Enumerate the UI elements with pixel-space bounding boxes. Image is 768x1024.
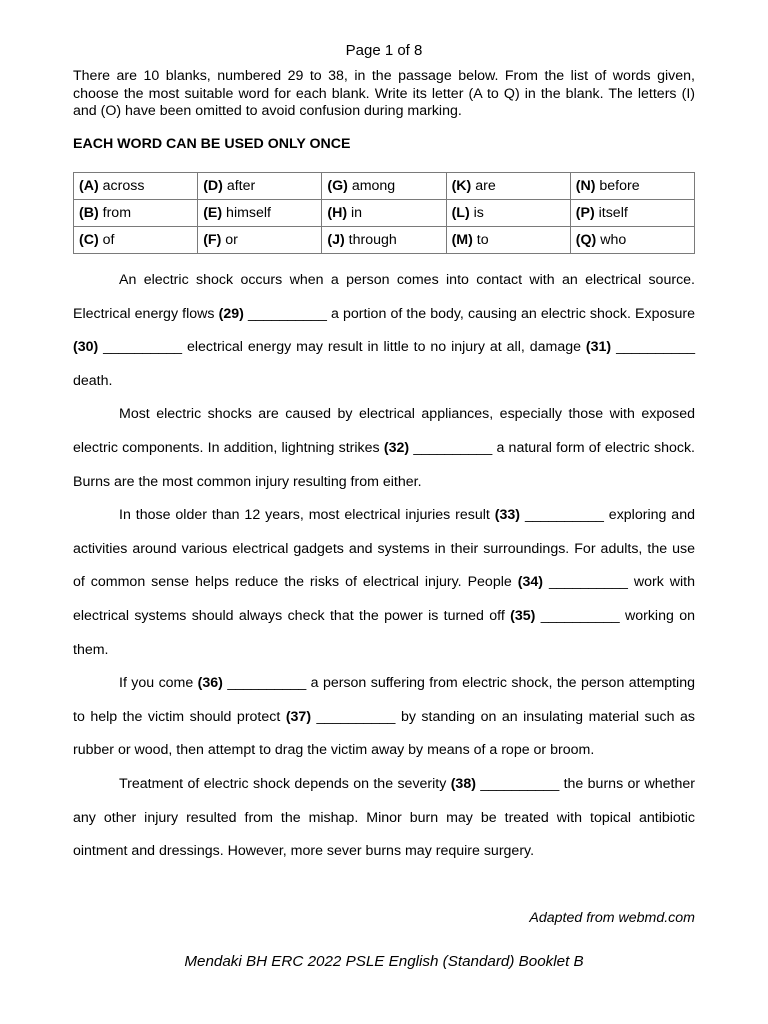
option-word: through xyxy=(344,232,397,248)
passage-text: by standing on an insulating material such as rubber or wood, then attempt to drag the victim away by means of a rope or broom. xyxy=(73,708,695,759)
word-option xyxy=(74,227,198,254)
option-letter: (C) xyxy=(79,232,99,248)
paragraph-1 xyxy=(73,264,695,398)
passage-text: work with electrical systems should always check that the power is turned off xyxy=(73,574,695,624)
rule-heading: EACH WORD CAN BE USED ONLY ONCE xyxy=(73,136,351,152)
blank-38[interactable]: __________ xyxy=(480,775,560,792)
word-option xyxy=(198,173,322,200)
option-word: in xyxy=(347,205,363,221)
passage-text: Treatment of electric shock depends on the severity xyxy=(119,775,451,792)
blank-29[interactable]: __________ xyxy=(247,305,327,322)
blank-30[interactable]: __________ xyxy=(103,339,183,356)
blank-number-38: (38) xyxy=(450,775,476,792)
option-letter: (H) xyxy=(327,205,348,221)
option-word: from xyxy=(98,205,132,221)
option-word: are xyxy=(471,178,496,194)
blank-number-33: (33) xyxy=(494,507,521,524)
blank-32[interactable]: __________ xyxy=(413,439,493,456)
option-letter: (N) xyxy=(575,178,596,194)
word-option xyxy=(74,200,198,227)
passage-text: working on them. xyxy=(73,607,695,658)
blank-35[interactable]: __________ xyxy=(540,607,620,624)
option-letter: (G) xyxy=(327,178,348,194)
blank-number-36: (36) xyxy=(197,675,223,692)
word-list-table xyxy=(73,172,695,254)
passage-text: a portion of the body, causing an electric shock. Exposure xyxy=(326,305,695,322)
blank-number-29: (29) xyxy=(218,305,244,322)
word-option xyxy=(322,227,446,254)
passage-text: Most electric shocks are caused by electrical appliances, especially those with exposed electric components. In addition, lightning strikes xyxy=(73,406,695,456)
passage-text: If you come xyxy=(119,675,198,692)
word-option xyxy=(570,227,694,254)
passage-text: the burns or whether any other injury resulted from the mishap. Minor burn may be treated with topical antibiotic ointment and dressings. However, more sever burns may require surgery. xyxy=(73,775,695,860)
blank-number-34: (34) xyxy=(517,574,543,591)
word-option xyxy=(570,200,694,227)
blank-34[interactable]: __________ xyxy=(548,574,628,591)
word-row xyxy=(74,173,695,200)
option-word: is xyxy=(469,205,484,221)
word-option xyxy=(198,227,322,254)
passage-text: death. xyxy=(73,372,113,389)
passage-text: In those older than 12 years, most electrical injuries result xyxy=(119,507,495,524)
option-word: after xyxy=(222,178,256,194)
blank-number-31: (31) xyxy=(585,339,612,356)
passage-text: a person suffering from electric shock, the person attempting to help the victim should protect xyxy=(73,675,695,725)
paragraph-2 xyxy=(73,398,695,499)
cloze-passage xyxy=(73,264,695,869)
blank-31[interactable]: __________ xyxy=(616,339,695,356)
option-letter: (M) xyxy=(451,232,473,248)
option-letter: (A) xyxy=(79,178,99,194)
booklet-footer: Mendaki BH ERC 2022 PSLE English (Standard) Booklet B xyxy=(184,953,584,970)
option-word: across xyxy=(98,178,145,194)
option-word: before xyxy=(595,178,640,194)
option-word: who xyxy=(596,232,627,248)
word-row xyxy=(74,200,695,227)
option-letter: (K) xyxy=(451,178,472,194)
option-word: to xyxy=(472,232,489,248)
option-letter: (F) xyxy=(203,232,222,248)
paragraph-5 xyxy=(73,768,695,869)
option-word: among xyxy=(347,178,396,194)
passage-text: An electric shock occurs when a person comes into contact with an electrical source. Electrical energy flows xyxy=(73,272,695,322)
word-option xyxy=(74,173,198,200)
option-letter: (D) xyxy=(203,178,223,194)
word-option xyxy=(446,227,570,254)
word-option xyxy=(322,173,446,200)
word-option xyxy=(570,173,694,200)
paragraph-4 xyxy=(73,667,695,768)
blank-number-32: (32) xyxy=(383,439,410,456)
word-option xyxy=(446,200,570,227)
option-letter: (P) xyxy=(575,205,595,221)
blank-number-30: (30) xyxy=(73,339,99,356)
page-number: Page 1 of 8 xyxy=(345,42,423,59)
word-option xyxy=(322,200,446,227)
option-letter: (E) xyxy=(203,205,223,221)
option-word: or xyxy=(221,232,238,248)
option-word: himself xyxy=(222,205,271,221)
blank-number-35: (35) xyxy=(510,607,536,624)
option-word: itself xyxy=(594,205,628,221)
blank-33[interactable]: __________ xyxy=(524,507,604,524)
option-word: of xyxy=(98,232,115,248)
option-letter: (B) xyxy=(79,205,99,221)
passage-text: electrical energy may result in little to no injury at all, damage xyxy=(182,339,586,356)
paragraph-3 xyxy=(73,499,695,667)
word-option xyxy=(446,173,570,200)
instructions: There are 10 blanks, numbered 29 to 38, in the passage below. From the list of words given, choose the most suitable word for each blank. Write its letter (A to Q) in the blank. The letters (I) and (O) have been omitted to avoid confusion during marking. xyxy=(73,68,695,119)
word-row xyxy=(74,227,695,254)
option-letter: (L) xyxy=(451,205,470,221)
blank-number-37: (37) xyxy=(285,708,312,725)
word-option xyxy=(198,200,322,227)
passage-text: exploring and activities around various electrical gadgets and systems in their surroundings. For adults, the use of common sense helps reduce the risks of electrical injury. People xyxy=(73,507,695,591)
option-letter: (J) xyxy=(327,232,345,248)
source-credit: Adapted from webmd.com xyxy=(529,910,695,926)
option-letter: (Q) xyxy=(575,232,597,248)
blank-36[interactable]: __________ xyxy=(227,675,307,692)
blank-37[interactable]: __________ xyxy=(316,708,396,725)
passage-text: a natural form of electric shock. Burns are the most common injury resulting from either. xyxy=(73,439,695,490)
